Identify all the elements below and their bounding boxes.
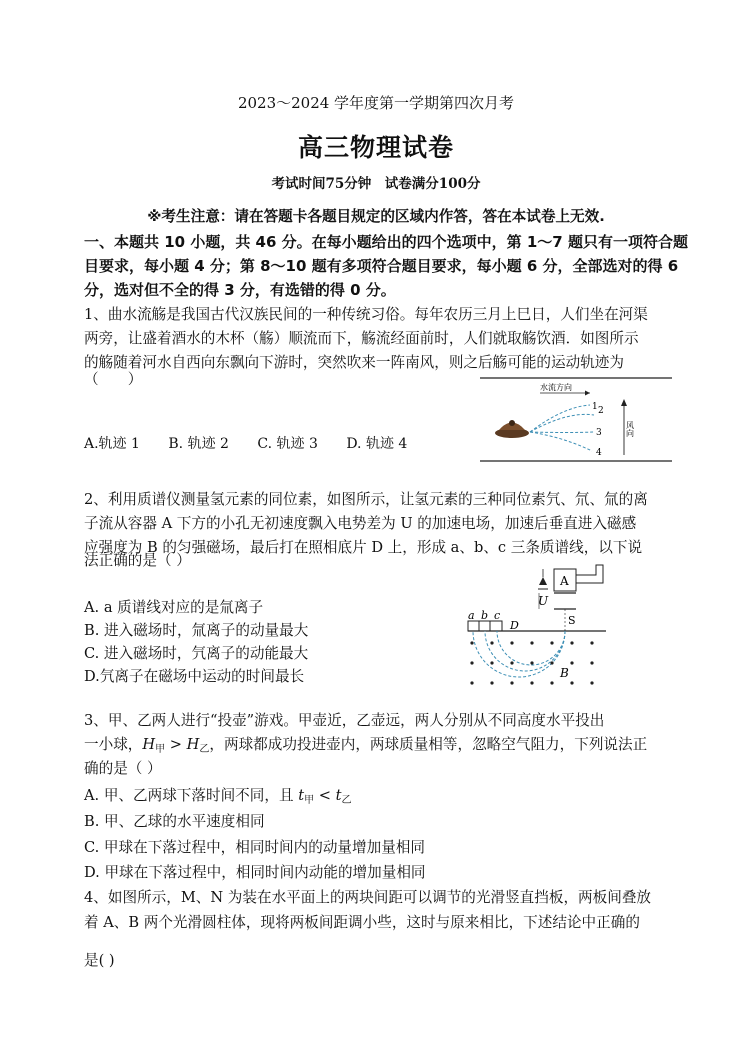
q3-option-d[interactable]: D. 甲球在下落过程中，相同时间内动能的增加量相同 <box>84 864 426 881</box>
track-label-2: 2 <box>598 406 604 416</box>
container-label: A <box>560 574 569 588</box>
q2-line-1: 2、利用质谱仪测量氢元素的同位素，如图所示，让氢元素的三种同位素氕、氘、氚的离 <box>84 491 648 508</box>
q1-line-3: 的觞随着河水自西向东飘向下游时，突然吹来一阵南风，则之后觞可能的运动轨迹为 <box>84 354 624 371</box>
q1-line-1: 1、曲水流觞是我国古代汉族民间的一种传统习俗。每年农历三月上巳日，人们坐在河渠 <box>84 306 648 323</box>
slit-label: S <box>568 614 576 627</box>
page-title: 高三物理试卷 <box>297 133 454 162</box>
q1-option-a[interactable]: A.轨迹 1 <box>84 436 140 452</box>
h-symbol: H <box>142 736 156 753</box>
q3-line-3: 确的是（ ） <box>84 760 162 777</box>
section1-line-3: 分，选对但不全的得 3 分，有选错的得 0 分。 <box>84 281 396 299</box>
q1-line-4: （ ） <box>84 371 143 388</box>
q1-figure <box>478 375 674 465</box>
plate-label: D <box>510 619 519 632</box>
track-label-4: 4 <box>596 448 602 458</box>
wind-direction-label: 风向 <box>625 421 635 437</box>
q2-option-c[interactable]: C. 进入磁场时，氕离子的动能最大 <box>84 645 309 662</box>
q2-option-a[interactable]: A. a 质谱线对应的是氚离子 <box>84 599 264 616</box>
q3-option-b[interactable]: B. 甲、乙球的水平速度相同 <box>84 813 265 830</box>
q4-line-3: 是( ) <box>84 952 115 969</box>
q4-line-1: 4、如图所示，M、N 为装在水平面上的两块间距可以调节的光滑竖直挡板，两板间叠放 <box>84 889 652 906</box>
voltage-label: U <box>538 594 549 608</box>
q3-line-1: 3、甲、乙两人进行“投壶”游戏。甲壶近，乙壶远，两人分别从不同高度水平投出 <box>84 712 605 729</box>
field-label: B <box>560 666 569 680</box>
q2-line-3: 应强度为 B 的匀强磁场，最后打在照相底片 D 上，形成 a、b、c 三条质谱线，以下说 <box>84 539 643 556</box>
section1-line-1: 一、本题共 10 小题，共 46 分。在每小题给出的四个选项中，第 1～7 题只有一项符合题 <box>84 233 688 251</box>
q1-option-d[interactable]: D. 轨迹 4 <box>346 436 408 452</box>
q2-figure <box>466 563 608 691</box>
q1-line-2: 两旁，让盛着酒水的木杯（觞）顺流而下，觞流经面前时，人们就取觞饮酒．如图所示 <box>84 330 639 347</box>
q4-line-2: 着 A、B 两个光滑圆柱体，现将两板间距调小些，这时与原来相比，下述结论中正确的 <box>84 914 640 931</box>
exam-term: 2023～2024 学年度第一学期第四次月考 <box>237 94 515 112</box>
q2-option-b[interactable]: B. 进入磁场时，氚离子的动量最大 <box>84 622 309 639</box>
wind-arrow-icon <box>621 399 627 406</box>
q3-line-2: 一小球，$H_甲 > H_乙$，两球都成功投进壶内，两球质量相等，忽略空气阻力，下列说法正 <box>84 736 648 755</box>
flow-direction-label: 水流方向 <box>540 383 572 392</box>
q1-option-c[interactable]: C. 轨迹 3 <box>257 436 318 452</box>
line-label-a: a <box>468 609 475 622</box>
q2-option-d[interactable]: D.氕离子在磁场中运动的时间最长 <box>84 668 305 685</box>
q1-options <box>84 433 431 453</box>
track-label-3: 3 <box>596 428 602 438</box>
q1-option-b[interactable]: B. 轨迹 2 <box>168 436 229 452</box>
track-label-1: 1 <box>592 402 598 412</box>
q2-line-2: 子流从容器 A 下方的小孔无初速度飘入电势差为 U 的加速电场，加速后垂直进入磁感 <box>84 515 637 532</box>
line-label-b: b <box>481 609 489 622</box>
q2-line-4: 法正确的是（ ） <box>84 552 191 569</box>
line-label-c: c <box>494 609 501 622</box>
notice: ※考生注意：请在答题卡各题目规定的区域内作答，答在本试卷上无效. <box>147 208 605 225</box>
exam-info: 考试时间75分钟 试卷满分100分 <box>271 176 481 192</box>
section1-line-2: 目要求，每小题 4 分；第 8～10 题有多项符合题目要求，每小题 6 分，全部选对的得 6 <box>84 257 679 275</box>
q3-option-c[interactable]: C. 甲球在下落过程中，相同时间内的动量增加量相同 <box>84 839 425 856</box>
q3-option-a[interactable]: A. 甲、乙两球下落时间不同，且 $t_甲 < t_乙$ <box>84 787 352 806</box>
